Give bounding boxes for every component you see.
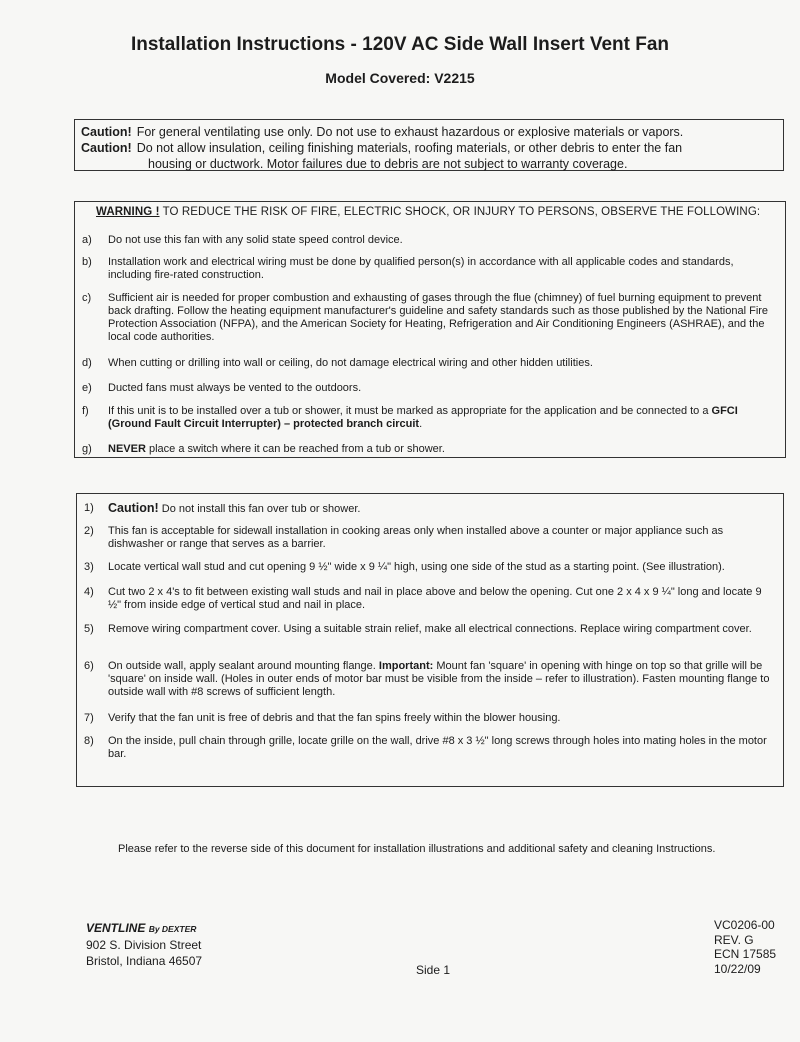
step-number: 1) xyxy=(84,502,94,514)
step-number: 2) xyxy=(84,525,94,537)
warning-item xyxy=(82,443,772,456)
item-letter: e) xyxy=(82,382,92,394)
warning-heading-text: TO REDUCE THE RISK OF FIRE, ELECTRIC SHOCK, OR INJURY TO PERSONS, OBSERVE THE FOLLOWING: xyxy=(162,206,761,218)
warning-item xyxy=(82,292,780,344)
step-item xyxy=(84,660,774,699)
item-text-main: place a switch where it can be reached from a tub or shower. xyxy=(145,443,445,455)
step-text: Cut two 2 x 4's to fit between existing wall studs and nail in place above and below the opening. Cut one 2 x 4 x 9 ¼" long and locate 9 ½" from inside edge of vertical stud and nail in place. xyxy=(108,586,762,611)
step-text-tail: Mount fan 'square' in opening with hinge on top so that grille will be 'square' on inside wall. (Holes in outer ends of motor bar must be visible from the inside – refer to illustration). Fasten mounting flange to outside wall with #8 screws of sufficient length. xyxy=(108,660,770,698)
brand-name: VENTLINE xyxy=(86,921,146,935)
caution-text-2b: housing or ductwork. Motor failures due to debris are not subject to warranty coverage. xyxy=(148,157,628,171)
warning-heading xyxy=(96,206,760,218)
document-info xyxy=(714,918,776,976)
caution-label: Caution! xyxy=(81,125,132,139)
important-label: Important: xyxy=(378,660,434,672)
step-item xyxy=(84,623,774,636)
address-line-2: Bristol, Indiana 46507 xyxy=(86,954,203,968)
item-text-tail: . xyxy=(419,418,423,430)
item-text: Sufficient air is needed for proper combustion and exhausting of gases through the flue (chimney) of fuel burning equipment to prevent back drafting. Follow the heating equipment manufacturer's guideline and safety standards such as those published by the National Fire Protection Association (NFPA), and the American Society for Heating, Refrigeration and Air Conditioning Engineers (ASHRAE), and the local code authorities. xyxy=(108,292,769,343)
step-text: This fan is acceptable for sidewall installation in cooking areas only when installed above a counter or major appliance such as dishwasher or range that serves as a barrier. xyxy=(108,525,724,550)
warning-item xyxy=(82,357,772,370)
caution-box xyxy=(74,119,784,171)
step-item xyxy=(84,561,774,574)
address-line-1: 902 S. Division Street xyxy=(86,938,202,952)
step-text: Remove wiring compartment cover. Using a suitable strain relief, make all electrical connections. Replace wiring compartment cover. xyxy=(108,623,752,635)
step-text-main: On outside wall, apply sealant around mounting flange. xyxy=(108,660,376,672)
page-title: Installation Instructions - 120V AC Side Wall Insert Vent Fan xyxy=(130,34,670,55)
item-letter: c) xyxy=(82,292,92,304)
item-text: Ducted fans must always be vented to the outdoors. xyxy=(108,382,362,394)
step-caution-label: Caution! xyxy=(108,501,159,515)
page-side: Side 1 xyxy=(416,963,451,977)
item-letter: g) xyxy=(82,443,92,455)
caution-text-1: For general ventilating use only. Do not use to exhaust hazardous or explosive materials or vapors. xyxy=(136,125,684,139)
item-letter: f) xyxy=(82,405,89,417)
step-number: 7) xyxy=(84,712,94,724)
item-text: Installation work and electrical wiring must be done by qualified person(s) in accordance with all applicable codes and standards, including fire-rated construction. xyxy=(108,256,734,281)
caution-text-2a: Do not allow insulation, ceiling finishing materials, roofing materials, or other debris to enter the fan xyxy=(136,141,683,155)
step-text: On the inside, pull chain through grille, locate grille on the wall, drive #8 x 3 ½" long screws through holes into mating holes in the motor bar. xyxy=(108,735,767,760)
warning-item xyxy=(82,256,772,282)
step-item xyxy=(84,586,774,612)
warning-item xyxy=(82,382,772,395)
company-address xyxy=(86,920,202,969)
warning-item xyxy=(82,234,772,247)
step-item xyxy=(84,735,774,761)
brand-by: By DEXTER xyxy=(148,924,197,934)
item-letter: a) xyxy=(82,234,92,246)
doc-revision: REV. G xyxy=(714,932,754,947)
step-text: Locate vertical wall stud and cut opening 9 ½" wide x 9 ¼" high, using one side of the stud as a starting point. (See illustration). xyxy=(108,561,725,573)
item-text: When cutting or drilling into wall or ceiling, do not damage electrical wiring and other hidden utilities. xyxy=(108,357,593,369)
step-item xyxy=(84,525,774,551)
step-text xyxy=(84,660,774,699)
step-number: 8) xyxy=(84,735,94,747)
step-number: 5) xyxy=(84,623,94,635)
step-item xyxy=(84,712,774,725)
model-covered: Model Covered: V2215 xyxy=(325,70,475,86)
never-emphasis: NEVER xyxy=(108,443,146,455)
step-text xyxy=(84,502,774,516)
item-text xyxy=(82,443,445,456)
item-letter: d) xyxy=(82,357,92,369)
caution-label: Caution! xyxy=(81,141,132,155)
warning-label: WARNING ! xyxy=(96,206,160,218)
doc-number: VC0206-00 xyxy=(714,918,775,932)
step-number: 6) xyxy=(84,660,94,672)
item-text: Do not use this fan with any solid state speed control device. xyxy=(108,234,403,246)
gfci-emphasis: GFCI (Ground Fault Circuit Interrupter) – protected branch circuit xyxy=(108,405,738,430)
doc-ecn: ECN 17585 xyxy=(714,947,777,961)
warning-item xyxy=(82,405,782,431)
step-text: Verify that the fan unit is free of debris and that the fan spins freely within the blower housing. xyxy=(108,712,561,724)
step-item xyxy=(84,502,774,516)
item-text-main: If this unit is to be installed over a tub or shower, it must be marked as appropriate for the application and be connected to a xyxy=(108,405,709,417)
item-letter: b) xyxy=(82,256,92,268)
step-text-main: Do not install this fan over tub or shower. xyxy=(158,503,361,515)
doc-date: 10/22/09 xyxy=(714,961,761,976)
step-number: 3) xyxy=(84,561,94,573)
item-text xyxy=(82,405,782,431)
step-number: 4) xyxy=(84,586,94,598)
reverse-side-note: Please refer to the reverse side of this document for installation illustrations and additional safety and cleaning Instructions. xyxy=(118,843,716,855)
